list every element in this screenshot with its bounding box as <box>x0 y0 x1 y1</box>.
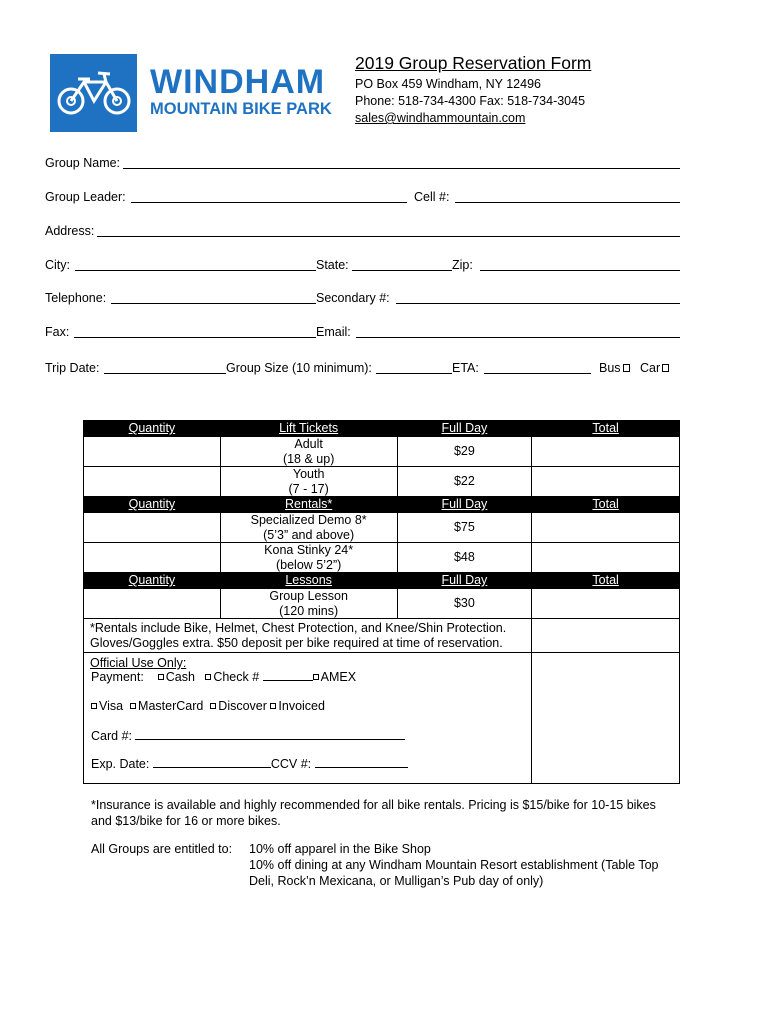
total-cell[interactable] <box>532 467 680 497</box>
quantity-cell[interactable] <box>84 589 221 619</box>
bus-checkbox[interactable] <box>623 364 630 372</box>
item-cell <box>220 437 397 467</box>
form-title: 2019 Group Reservation Form <box>355 53 592 73</box>
full-day-header: Full Day <box>397 497 532 513</box>
address-line[interactable] <box>97 236 680 237</box>
check-label: Check # <box>213 670 260 684</box>
car-label: Car <box>640 361 661 375</box>
city-label: City: <box>45 258 70 272</box>
discover-label: Discover <box>218 699 267 713</box>
item-detail: (120 mins) <box>279 603 339 618</box>
header-phone: Phone: 518-734-4300 Fax: 518-734-3045 <box>355 94 586 108</box>
lift-tickets-header <box>84 421 680 437</box>
fax-label: Fax: <box>45 325 70 339</box>
brand-line1: WINDHAM <box>150 63 326 101</box>
lessons-header <box>84 573 680 589</box>
item-cell <box>220 543 397 573</box>
quantity-cell[interactable] <box>84 467 221 497</box>
table-row <box>84 513 680 543</box>
invoiced-checkbox[interactable] <box>270 703 276 709</box>
state-label: State: <box>316 258 349 272</box>
secondary-label: Secondary #: <box>316 291 390 305</box>
header-address: PO Box 459 Windham, NY 12496 <box>355 77 541 91</box>
check-checkbox[interactable] <box>205 674 211 680</box>
total-header: Total <box>532 573 680 589</box>
group-name-line[interactable] <box>123 168 680 169</box>
rental-note-line1: *Rentals include Bike, Helmet, Chest Protection, and Knee/Shin Protection. <box>90 621 507 635</box>
perks-label: All Groups are entitled to: <box>91 842 233 856</box>
trip-date-line[interactable] <box>104 373 226 374</box>
table-row <box>84 467 680 497</box>
group-size-line[interactable] <box>376 373 452 374</box>
item-cell <box>220 467 397 497</box>
price-cell: $75 <box>397 513 532 543</box>
card-number-row <box>91 729 405 744</box>
zip-line[interactable] <box>480 270 680 271</box>
group-leader-label: Group Leader: <box>45 190 126 204</box>
card-number-line[interactable] <box>135 739 405 740</box>
item-detail: (5’3” and above) <box>263 527 355 542</box>
total-header: Total <box>532 497 680 513</box>
mastercard-label: MasterCard <box>138 699 204 713</box>
eta-line[interactable] <box>484 373 591 374</box>
form-header <box>355 52 591 127</box>
full-day-header: Full Day <box>397 421 532 437</box>
group-leader-line[interactable] <box>131 202 407 203</box>
invoiced-label: Invoiced <box>278 699 325 713</box>
item-name: Group Lesson <box>269 589 348 603</box>
brand-name <box>150 63 332 119</box>
visa-checkbox[interactable] <box>91 703 97 709</box>
mastercard-checkbox[interactable] <box>130 703 136 709</box>
pricing-table <box>83 420 680 784</box>
price-cell: $30 <box>397 589 532 619</box>
lessons-title: Lessons <box>220 573 397 589</box>
car-checkbox[interactable] <box>662 364 669 372</box>
state-line[interactable] <box>352 270 452 271</box>
perk-item: 10% off dining at any Windham Mountain Resort establishment (Table Top <box>249 858 659 872</box>
table-row <box>84 589 680 619</box>
item-name: Adult <box>294 437 323 451</box>
official-total-cell[interactable] <box>532 653 680 784</box>
mountain-bike-icon <box>54 68 134 118</box>
quantity-header: Quantity <box>84 573 221 589</box>
total-cell[interactable] <box>532 589 680 619</box>
total-header: Total <box>532 421 680 437</box>
total-cell[interactable] <box>532 437 680 467</box>
item-detail: (below 5’2”) <box>275 557 342 572</box>
cash-label: Cash <box>165 670 195 684</box>
fax-line[interactable] <box>74 337 316 338</box>
total-cell[interactable] <box>532 513 680 543</box>
group-name-label: Group Name: <box>45 156 121 170</box>
visa-label: Visa <box>99 699 124 713</box>
trip-date-label: Trip Date: <box>45 361 100 375</box>
price-cell: $22 <box>397 467 532 497</box>
quantity-cell[interactable] <box>84 513 221 543</box>
item-cell <box>220 589 397 619</box>
check-number-line[interactable] <box>263 680 313 681</box>
ccv-label: CCV #: <box>270 757 312 771</box>
brand-line2: MOUNTAIN BIKE PARK <box>150 100 332 118</box>
discover-checkbox[interactable] <box>210 703 216 709</box>
quantity-cell[interactable] <box>84 437 221 467</box>
payment-label: Payment: <box>91 670 144 684</box>
quantity-header: Quantity <box>84 421 221 437</box>
table-row <box>84 437 680 467</box>
telephone-label: Telephone: <box>45 291 107 305</box>
note-total-cell[interactable] <box>532 619 680 653</box>
price-cell: $48 <box>397 543 532 573</box>
email-line[interactable] <box>356 337 680 338</box>
payment-row <box>91 670 356 685</box>
exp-date-label: Exp. Date: <box>91 757 150 771</box>
car-option[interactable] <box>640 361 669 375</box>
group-size-label: Group Size (10 minimum): <box>226 361 372 375</box>
insurance-note <box>91 797 731 829</box>
rental-note <box>84 619 532 653</box>
eta-label: ETA: <box>452 361 479 375</box>
item-detail: (18 & up) <box>282 451 335 466</box>
card-number-label: Card #: <box>91 729 132 743</box>
city-line[interactable] <box>75 270 316 271</box>
bus-label: Bus <box>599 361 621 375</box>
item-detail: (7 - 17) <box>288 481 329 496</box>
address-label: Address: <box>45 224 95 238</box>
quantity-cell[interactable] <box>84 543 221 573</box>
cell-line[interactable] <box>455 202 680 203</box>
rentals-header <box>84 497 680 513</box>
email-label: Email: <box>316 325 351 339</box>
item-name: Youth <box>292 467 325 481</box>
item-name: Specialized Demo 8* <box>250 513 367 527</box>
bus-option[interactable] <box>599 361 630 375</box>
quantity-header: Quantity <box>84 497 221 513</box>
official-use-section <box>84 653 532 784</box>
item-name: Kona Stinky 24* <box>264 543 354 557</box>
rental-note-line2: Gloves/Goggles extra. $50 deposit per bike required at time of reservation. <box>90 635 503 650</box>
zip-label: Zip: <box>452 258 473 272</box>
perks-list <box>249 841 719 889</box>
rental-note-row <box>84 619 680 653</box>
secondary-line[interactable] <box>396 303 680 304</box>
insurance-line1: *Insurance is available and highly recommended for all bike rentals. Pricing is $15/bike for 10-15 bikes <box>91 798 656 812</box>
ccv-line[interactable] <box>315 767 408 768</box>
exp-ccv-row <box>91 757 408 772</box>
lift-tickets-title: Lift Tickets <box>220 421 397 437</box>
insurance-line2: and $13/bike for 16 or more bikes. <box>91 814 281 828</box>
official-use-row <box>84 653 680 784</box>
telephone-line[interactable] <box>111 303 316 304</box>
cell-label: Cell #: <box>414 190 450 204</box>
logo-box <box>50 54 137 132</box>
exp-date-line[interactable] <box>153 767 271 768</box>
perk-item: Deli, Rock’n Mexicana, or Mulligan’s Pub day of only) <box>249 874 544 888</box>
full-day-header: Full Day <box>397 573 532 589</box>
official-use-title: Official Use Only: <box>90 656 187 670</box>
price-cell: $29 <box>397 437 532 467</box>
cash-checkbox[interactable] <box>158 674 164 680</box>
header-email[interactable]: sales@windhammountain.com <box>355 111 526 125</box>
rentals-title: Rentals* <box>220 497 397 513</box>
item-cell <box>220 513 397 543</box>
amex-label: AMEX <box>320 670 357 684</box>
card-type-row <box>91 699 325 714</box>
amex-checkbox[interactable] <box>313 674 319 680</box>
perk-item: 10% off apparel in the Bike Shop <box>249 842 431 856</box>
table-row <box>84 543 680 573</box>
total-cell[interactable] <box>532 543 680 573</box>
